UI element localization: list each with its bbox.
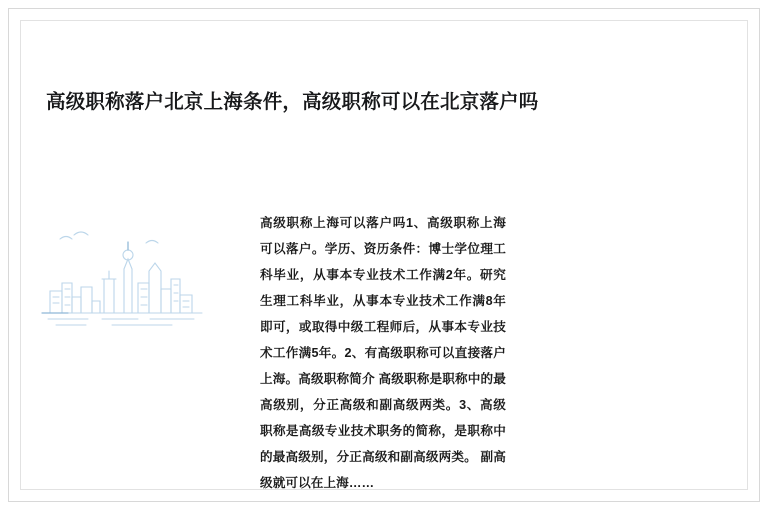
page-content (20, 20, 748, 490)
article-body-text: 高级职称上海可以落户吗1、高级职称上海可以落户。学历、资历条件：博士学位理工科毕业，从事本专业技术工作满2年。研究生理工科毕业，从事本专业技术工作满8年即可，或取得中级工程师后，从事本专业技术工作满5年。2、有高级职称可以直接落户上海。高级职称简介 高级职称是职称中的最高级别，分正高级和副高级两类。3、高级职称是高级专业技术职务的简称，是职称中的最高级别，分正高级和副高级两类。 副高级就可以在上海…… (260, 216, 506, 490)
page-title: 高级职称落户北京上海条件，高级职称可以在北京落户吗 (46, 91, 539, 114)
article-body-wrapper (20, 170, 748, 490)
city-skyline-illustration (38, 225, 208, 335)
